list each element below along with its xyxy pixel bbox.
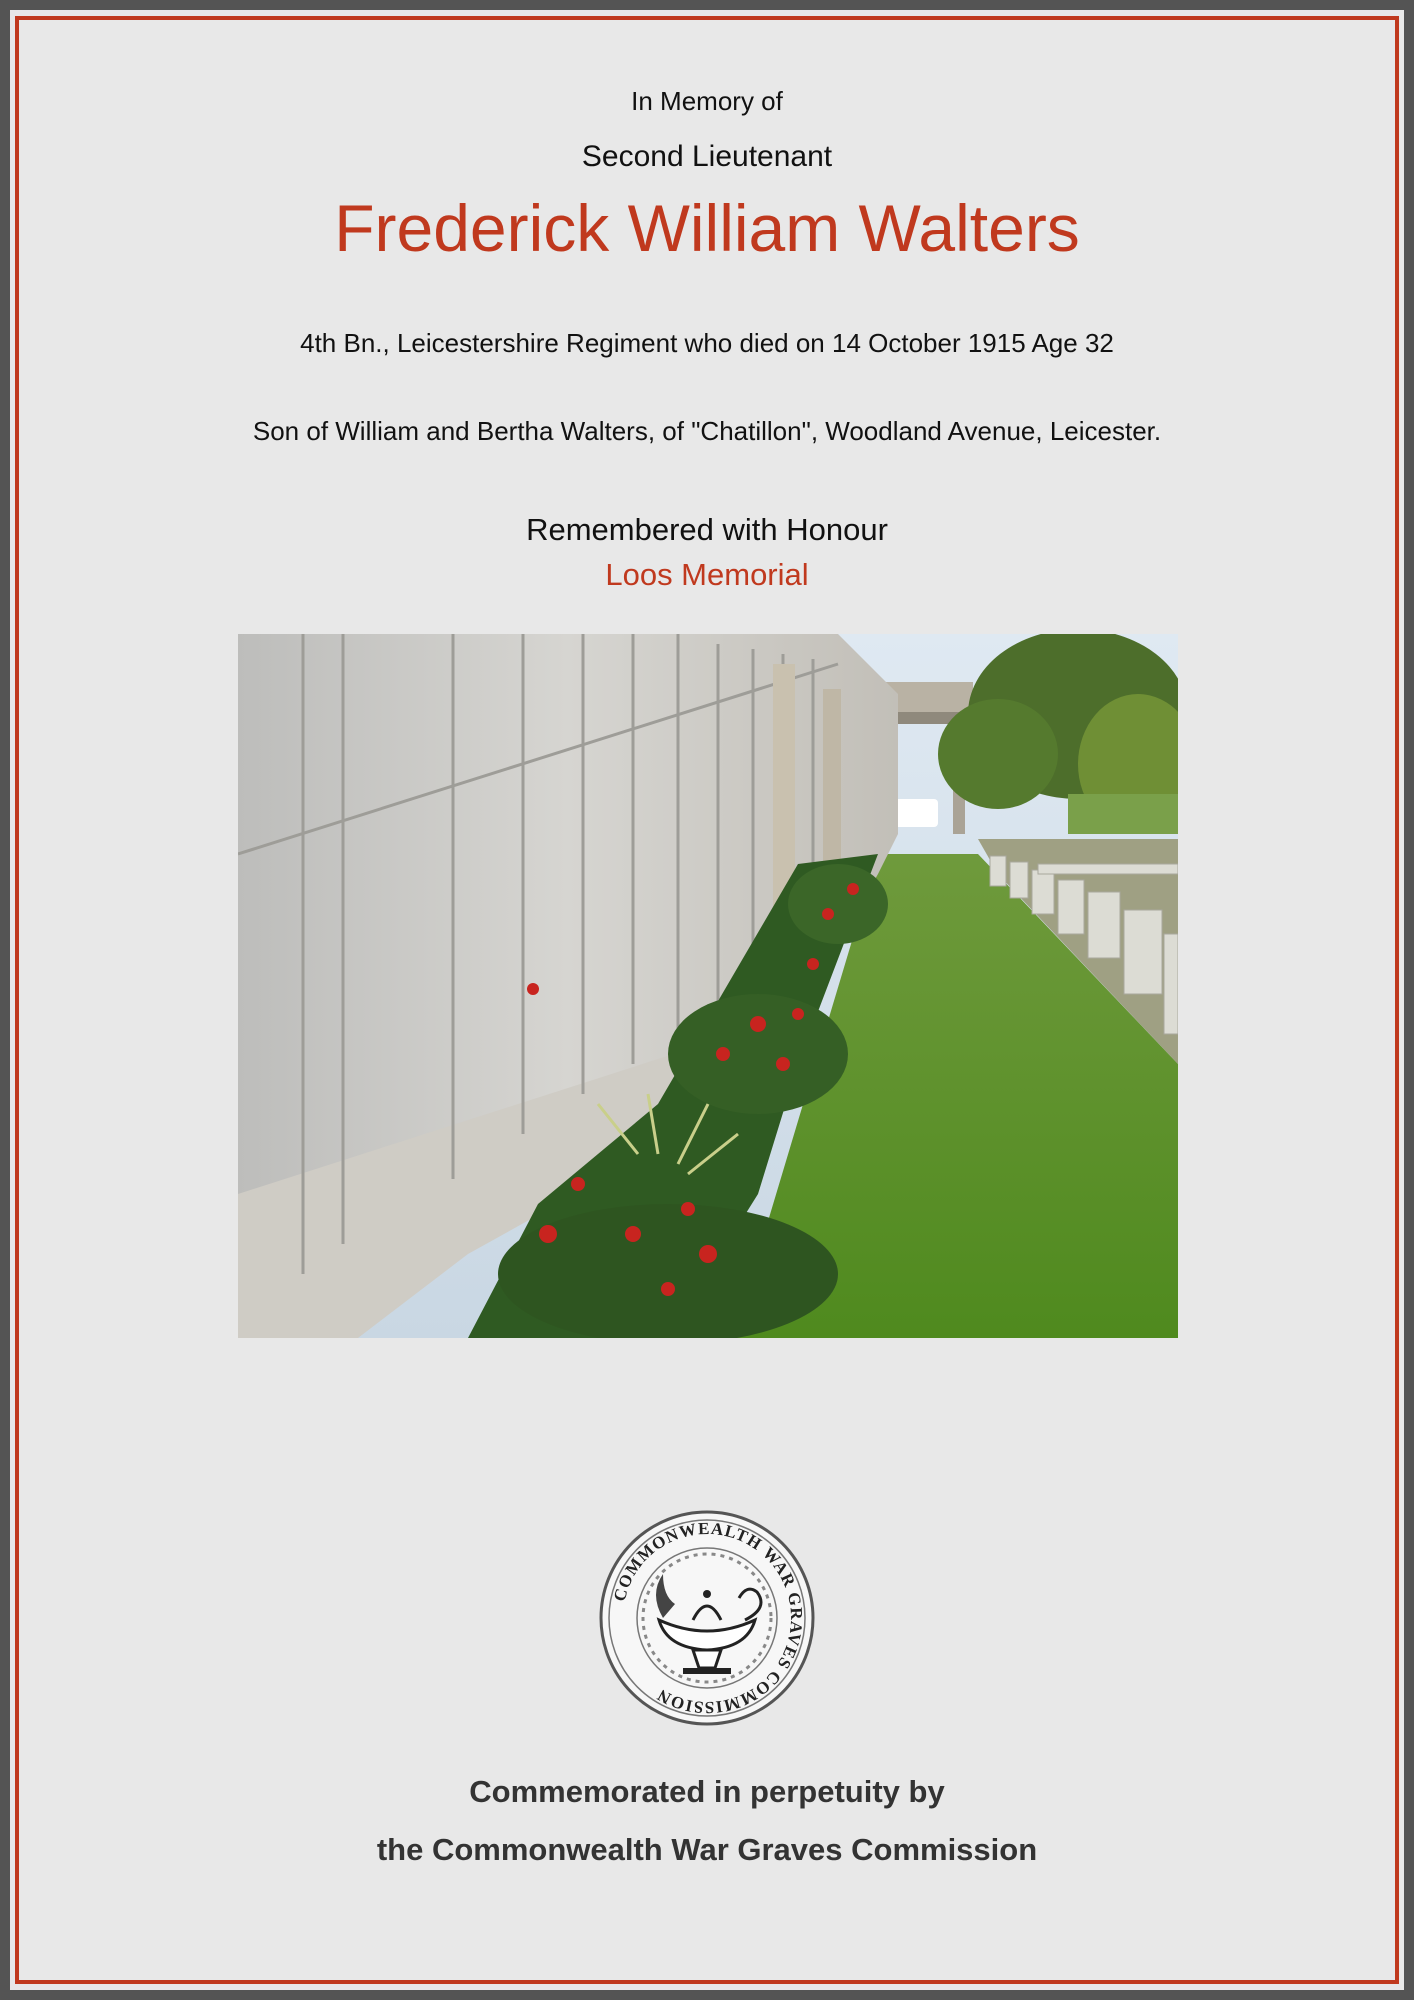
rank-text: Second Lieutenant bbox=[581, 140, 833, 173]
remembered-heading: Remembered with Honour bbox=[526, 512, 888, 547]
soldier-name: Frederick William Walters bbox=[334, 191, 1080, 265]
cwgc-seal-icon bbox=[597, 1508, 817, 1728]
memorial-photo bbox=[238, 634, 1178, 1338]
commemorated-line-2: the Commonwealth War Graves Commission bbox=[376, 1832, 1038, 1867]
in-memory-heading: In Memory of bbox=[631, 86, 783, 116]
memorial-name: Loos Memorial bbox=[605, 557, 809, 592]
commemorated-line-1: Commemorated in perpetuity by bbox=[469, 1774, 945, 1809]
unit-and-death-text: 4th Bn., Leicestershire Regiment who died on 14 October 1915 Age 32 bbox=[300, 328, 1114, 358]
svg-text:COMMONWEALTH WAR GRAVES COMMIS: COMMONWEALTH WAR GRAVES COMMISSION bbox=[609, 1518, 807, 1718]
family-text: Son of William and Bertha Walters, of "Chatillon", Woodland Avenue, Leicester. bbox=[252, 416, 1162, 446]
certificate-page bbox=[10, 10, 1404, 1990]
